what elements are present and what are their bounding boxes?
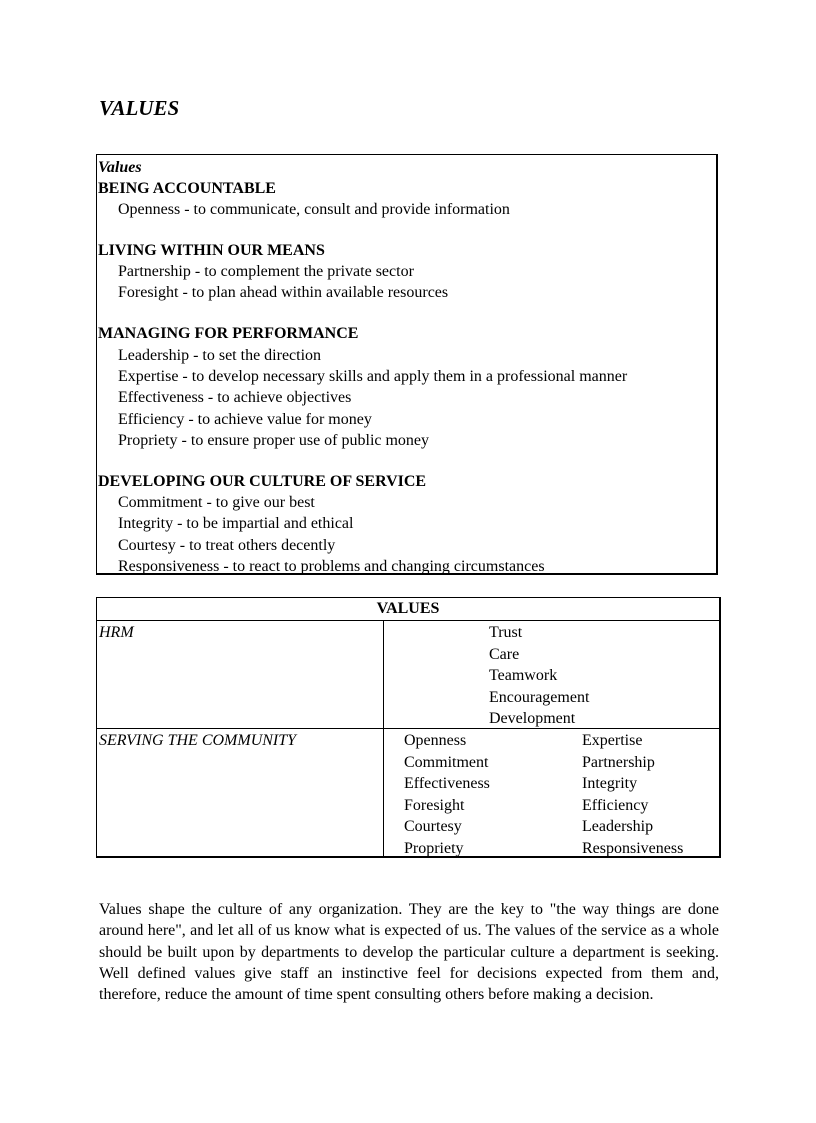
community-label: SERVING THE COMMUNITY (99, 732, 297, 749)
community-value: Expertise (582, 732, 643, 749)
community-value: Effectiveness (404, 775, 490, 792)
value-item: Integrity - to be impartial and ethical (118, 515, 354, 532)
value-item: Partnership - to complement the private sector (118, 263, 414, 280)
values-box-heading: Values (98, 159, 142, 176)
value-item: Leadership - to set the direction (118, 347, 322, 364)
values-table (96, 597, 721, 858)
hrm-value: Development (489, 710, 576, 727)
community-value: Integrity (582, 775, 638, 792)
hrm-value: Care (489, 645, 520, 663)
section-title: BEING ACCOUNTABLE (98, 180, 276, 197)
section-title: LIVING WITHIN OUR MEANS (98, 242, 325, 259)
community-value: Efficiency (582, 796, 649, 814)
community-value: Leadership (582, 818, 654, 835)
community-value: Responsiveness (582, 839, 684, 857)
body-paragraph: Values shape the culture of any organization. They are the key to "the way things are done around here", and let all of us know what is expected of us. The values of the service as a whole should be built upon by departments to develop the particular culture a department is seeking. Well defined values give staff an instinctive feel for decisions expected from them and, therefore, reduce the amount of time spent consulting others before making a decision. (99, 901, 719, 1004)
community-value: Openness (404, 732, 467, 749)
value-item: Effectiveness - to achieve objectives (118, 389, 352, 406)
value-item: Expertise - to develop necessary skills and apply them in a professional manner (118, 368, 628, 385)
hrm-label: HRM (99, 624, 134, 641)
community-value: Foresight (404, 796, 465, 814)
community-value: Partnership (582, 753, 655, 771)
community-value: Courtesy (404, 818, 462, 835)
value-item: Commitment - to give our best (118, 494, 315, 511)
community-value: Commitment (404, 753, 489, 771)
page-title: VALUES (99, 96, 180, 120)
value-item: Courtesy - to treat others decently (118, 537, 336, 554)
hrm-value: Trust (489, 624, 523, 641)
value-item: Efficiency - to achieve value for money (118, 411, 372, 428)
value-item: Responsiveness - to react to problems and changing circumstances (118, 558, 545, 575)
section-title: MANAGING FOR PERFORMANCE (98, 325, 359, 342)
value-item: Openness - to communicate, consult and provide information (118, 201, 510, 218)
value-item: Foresight - to plan ahead within available resources (118, 284, 449, 301)
values-table-title: VALUES (97, 598, 719, 621)
hrm-value: Teamwork (489, 667, 558, 684)
row-divider (97, 728, 719, 729)
values-box (96, 154, 718, 575)
column-divider (383, 620, 384, 856)
hrm-value: Encouragement (489, 688, 590, 706)
community-value: Propriety (404, 839, 464, 857)
section-title: DEVELOPING OUR CULTURE OF SERVICE (98, 473, 427, 490)
value-item: Propriety - to ensure proper use of public money (118, 432, 430, 449)
